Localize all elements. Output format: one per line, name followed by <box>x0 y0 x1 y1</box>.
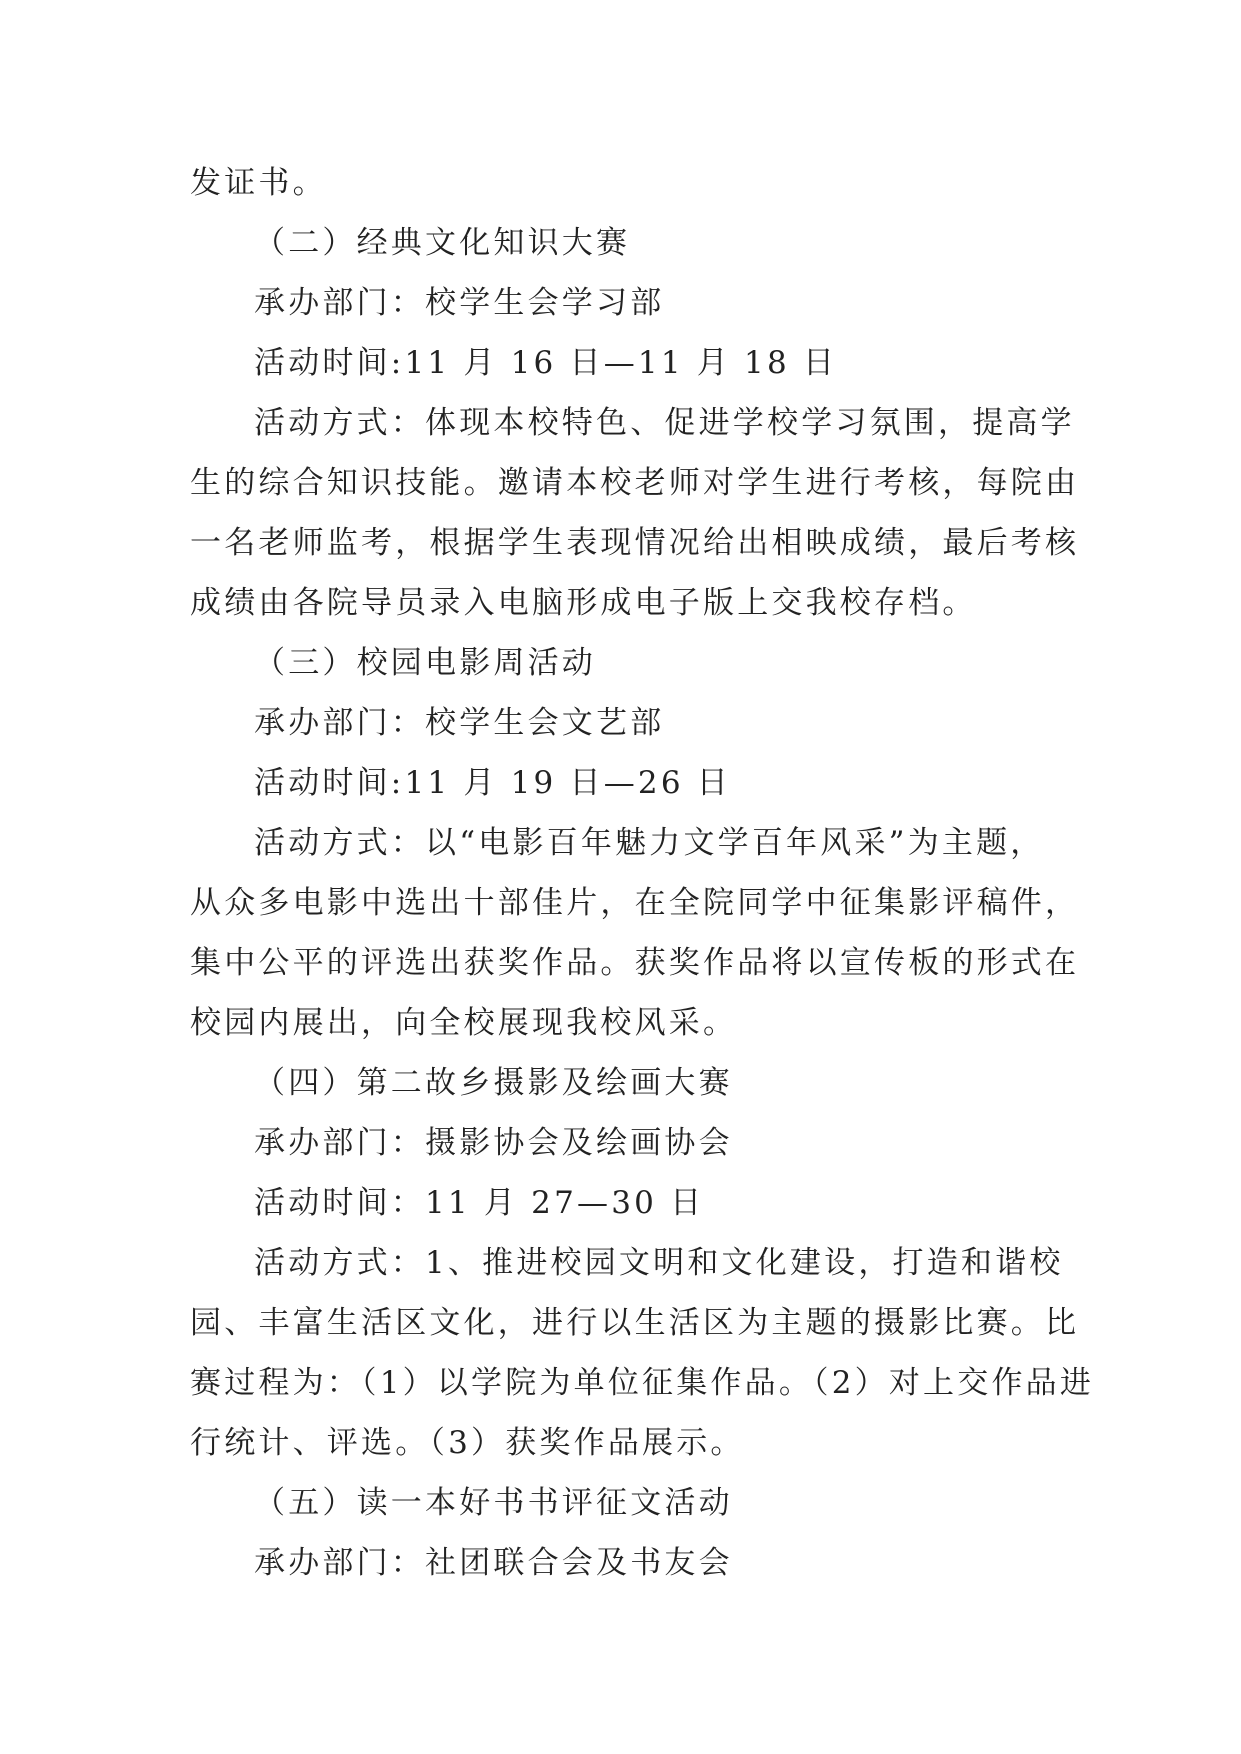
text-line: 活动时间：11 月 27—30 日 <box>254 1185 705 1221</box>
text-line: 承办部门：校学生会文艺部 <box>254 705 665 741</box>
text-line: 承办部门：摄影协会及绘画协会 <box>254 1125 733 1161</box>
paragraph-line: 一名老师监考，根据学生表现情况给出相映成绩，最后考核 <box>190 525 1080 561</box>
text-line: 活动时间:11 月 16 日—11 月 18 日 <box>254 345 838 381</box>
text-line: 承办部门：社团联合会及书友会 <box>254 1545 733 1581</box>
paragraph-line: 活动方式：1、推进校园文明和文化建设，打造和谐校 <box>254 1245 1064 1281</box>
paragraph-line: 生的综合知识技能。邀请本校老师对学生进行考核，每院由 <box>190 465 1080 501</box>
paragraph-line: 集中公平的评选出获奖作品。获奖作品将以宣传板的形式在 <box>190 945 1080 981</box>
paragraph-line: 活动方式：体现本校特色、促进学校学习氛围，提高学 <box>254 405 1075 441</box>
paragraph-line: 活动方式：以“电影百年魅力文学百年风采”为主题， <box>254 825 1045 861</box>
paragraph-line: 园、丰富生活区文化，进行以生活区为主题的摄影比赛。比 <box>190 1305 1080 1341</box>
paragraph-line: 校园内展出，向全校展现我校风采。 <box>190 1005 738 1041</box>
text-line: 承办部门：校学生会学习部 <box>254 285 665 321</box>
paragraph-line: 行统计、评选。（3）获奖作品展示。 <box>190 1425 745 1461</box>
paragraph-line: 成绩由各院导员录入电脑形成电子版上交我校存档。 <box>190 585 977 621</box>
paragraph-line: 赛过程为：（1）以学院为单位征集作品。（2）对上交作品进 <box>190 1365 1095 1401</box>
section-heading: （三）校园电影周活动 <box>254 645 596 681</box>
section-heading: （四）第二故乡摄影及绘画大赛 <box>254 1065 733 1101</box>
section-heading: （五）读一本好书书评征文活动 <box>254 1485 733 1521</box>
text-line: 活动时间:11 月 19 日—26 日 <box>254 765 731 801</box>
text-line: 发证书。 <box>190 165 327 201</box>
paragraph-line: 从众多电影中选出十部佳片，在全院同学中征集影评稿件， <box>190 885 1080 921</box>
section-heading: （二）经典文化知识大赛 <box>254 225 631 261</box>
